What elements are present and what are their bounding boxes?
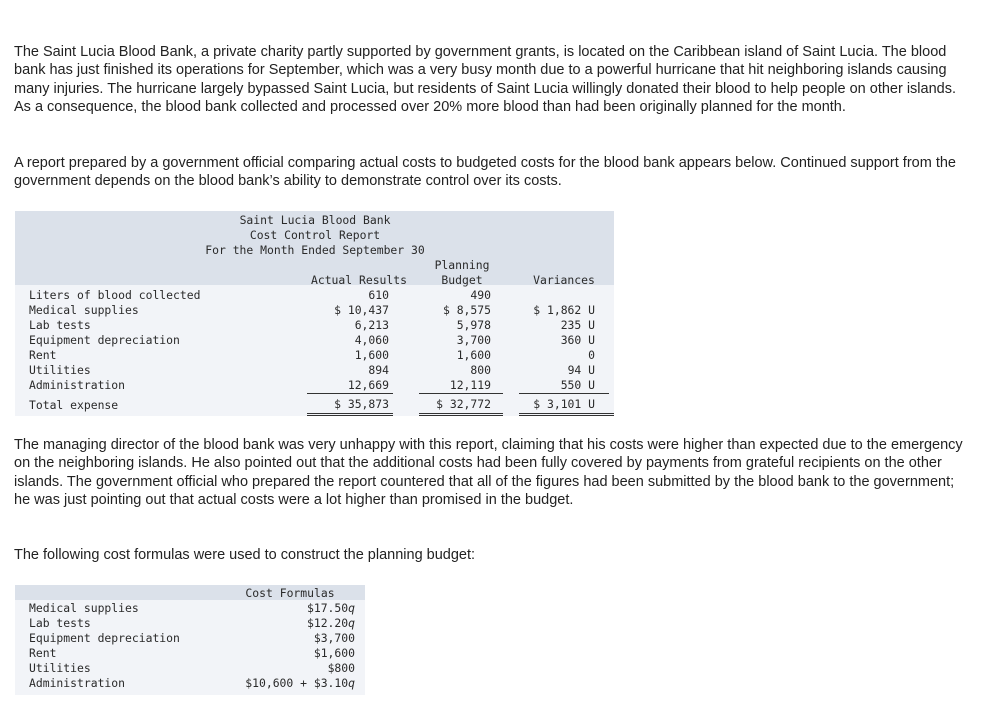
total-variance: $ 3,101 U bbox=[533, 397, 595, 411]
report-period: For the Month Ended September 30 bbox=[205, 243, 425, 257]
row-label: Administration bbox=[29, 378, 126, 392]
total-rule-actual bbox=[307, 413, 393, 414]
row-variance: 550 U bbox=[560, 378, 595, 392]
formula-label: Lab tests bbox=[29, 616, 91, 630]
row-budget: 12,119 bbox=[449, 378, 491, 392]
total-rule-variance bbox=[519, 413, 614, 414]
col-header-variances: Variances bbox=[533, 273, 595, 287]
row-label: Lab tests bbox=[29, 318, 91, 332]
row-budget: $ 8,575 bbox=[442, 303, 491, 317]
col-header-planning-2: Budget bbox=[441, 273, 483, 287]
formulas-header: Cost Formulas bbox=[245, 586, 335, 600]
row-actual: 894 bbox=[368, 363, 389, 377]
formula-label: Equipment depreciation bbox=[29, 631, 180, 645]
total-label: Total expense bbox=[29, 398, 119, 412]
total-budget: $ 32,772 bbox=[436, 397, 491, 411]
row-actual: 1,600 bbox=[354, 348, 389, 362]
formula-label: Medical supplies bbox=[29, 601, 139, 615]
row-variance: 0 bbox=[588, 348, 595, 362]
total-rule-actual-2 bbox=[307, 415, 393, 416]
report-title: Saint Lucia Blood Bank bbox=[239, 213, 391, 227]
row-actual: 610 bbox=[368, 288, 389, 302]
middle-paragraph-4: The following cost formulas were used to construct the planning budget: bbox=[14, 547, 476, 563]
row-actual: 12,669 bbox=[347, 378, 389, 392]
report-subtitle: Cost Control Report bbox=[249, 228, 381, 242]
row-budget: 490 bbox=[470, 288, 491, 302]
cost-formulas-table bbox=[15, 585, 365, 695]
intro-paragraph-2: A report prepared by a government official comparing actual costs to budgeted costs for the blood bank appears below. Continued support from the government depends on the blood bank’s ability to demonstrate control over its costs. bbox=[14, 155, 956, 190]
row-budget: 1,600 bbox=[456, 348, 491, 362]
formula-value: $3,700 bbox=[313, 631, 355, 645]
formula-label: Administration bbox=[29, 676, 126, 690]
total-rule-budget-2 bbox=[419, 415, 503, 416]
row-variance: 235 U bbox=[560, 318, 595, 332]
cost-control-report bbox=[15, 211, 614, 417]
formula-value: $1,600 bbox=[313, 646, 355, 660]
row-budget: 5,978 bbox=[456, 318, 491, 332]
subtotal-rule-budget bbox=[419, 393, 503, 394]
subtotal-rule-variance bbox=[519, 393, 609, 394]
row-variance: 360 U bbox=[560, 333, 595, 347]
total-rule-variance-2 bbox=[519, 415, 614, 416]
col-header-actual: Actual Results bbox=[310, 273, 407, 287]
intro-paragraph-1: The Saint Lucia Blood Bank, a private charity partly supported by government grants, is located on the Caribbean island of Saint Lucia. The blood bank has just finished its operations for September, which was a very busy month due to a powerful hurricane that hit neighboring islands causing many injuries. The hurricane largely bypassed Saint Lucia, but residents of Saint Lucia willingly donated their blood to help people on other islands. As a consequence, the blood bank collected and processed over 20% more blood than had been originally planned for the month. bbox=[14, 44, 956, 115]
row-label: Liters of blood collected bbox=[29, 288, 201, 302]
formula-label: Rent bbox=[29, 646, 57, 660]
subtotal-rule-actual bbox=[307, 393, 393, 394]
formula-value: $10,600 + $3.10q bbox=[245, 676, 355, 690]
row-label: Medical supplies bbox=[29, 303, 139, 317]
middle-paragraph-3: The managing director of the blood bank was very unhappy with this report, claiming that his costs were higher than expected due to the emergency on the neighboring islands. He also pointed out that the additional costs had been fully covered by payments from grateful recipients on the other islands. The government official who prepared the report countered that all of the figures had been submitted by the blood bank to the government; he was just pointing out that actual costs were a lot higher than promised in the budget. bbox=[14, 437, 963, 508]
row-label: Equipment depreciation bbox=[29, 333, 180, 347]
row-actual: 6,213 bbox=[354, 318, 389, 332]
row-actual: $ 10,437 bbox=[334, 303, 389, 317]
col-header-planning-1: Planning bbox=[434, 258, 490, 272]
total-rule-budget bbox=[419, 413, 503, 414]
formula-value: $17.50q bbox=[306, 601, 355, 615]
row-budget: 800 bbox=[470, 363, 491, 377]
formula-label: Utilities bbox=[29, 661, 91, 675]
row-variance: $ 1,862 U bbox=[533, 303, 595, 317]
formula-value: $800 bbox=[327, 661, 355, 675]
formula-value: $12.20q bbox=[306, 616, 355, 630]
row-variance: 94 U bbox=[567, 363, 595, 377]
row-budget: 3,700 bbox=[456, 333, 491, 347]
row-actual: 4,060 bbox=[354, 333, 389, 347]
row-label: Utilities bbox=[29, 363, 91, 377]
total-actual: $ 35,873 bbox=[334, 397, 389, 411]
row-label: Rent bbox=[29, 348, 57, 362]
